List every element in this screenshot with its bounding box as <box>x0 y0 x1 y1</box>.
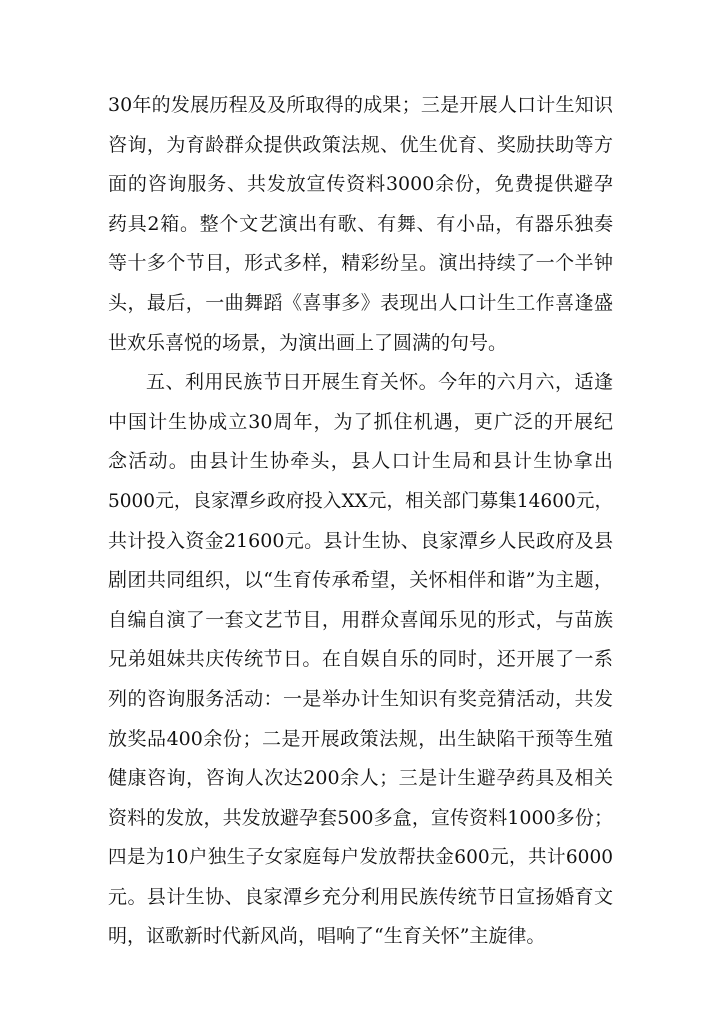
text-line: 等十多个节目，形式多样，精彩纷呈。演出持续了一个半钟 <box>108 252 613 275</box>
text-line: 资料的发放，共发放避孕套500多盒，宣传资料1000多份； <box>108 806 613 829</box>
text-line: 药具2箱。整个文艺演出有歌、有舞、有小品，有器乐独奏 <box>108 212 613 235</box>
text-line: 咨询，为育龄群众提供政策法规、优生优育、奖励扶助等方 <box>108 133 613 156</box>
paragraph-end-line: 明，讴歌新时代新风尚，唱响了“生育关怀”主旋律。 <box>108 925 546 948</box>
text-line: 自编自演了一套文艺节目，用群众喜闻乐见的形式，与苗族 <box>108 608 613 631</box>
text-line: 5000元，良家潭乡政府投入XX元，相关部门募集14600元， <box>108 490 613 512</box>
text-line: 面的咨询服务、共发放宣传资料3000余份，免费提供避孕 <box>108 173 613 196</box>
paragraph-heading-line: 五、利用民族节日开展生育关怀。今年的六月六，适逢 <box>146 371 613 394</box>
text-line: 30年的发展历程及及所取得的成果；三是开展人口计生知识 <box>108 94 613 116</box>
text-line: 健康咨询，咨询人次达200余人；三是计生避孕药具及相关 <box>108 767 613 790</box>
text-line: 放奖品400余份；二是开展政策法规，出生缺陷干预等生殖 <box>108 727 613 750</box>
text-line: 四是为10户独生子女家庭每户发放帮扶金600元，共计6000 <box>108 847 613 869</box>
text-line: 元。县计生协、良家潭乡充分利用民族传统节日宣扬婚育文 <box>108 885 613 908</box>
text-line: 中国计生协成立30周年，为了抓住机遇，更广泛的开展纪 <box>108 410 613 433</box>
text-line: 念活动。由县计生协牵头，县人口计生局和县计生协拿出 <box>108 450 613 473</box>
text-line: 剧团共同组织，以“生育传承希望，关怀相伴和谐”为主题， <box>108 569 613 592</box>
body-text <box>108 86 613 957</box>
text-line: 列的咨询服务活动：一是举办计生知识有奖竞猜活动，共发 <box>108 687 613 710</box>
paragraph-end-line: 世欢乐喜悦的场景，为演出画上了圆满的句号。 <box>108 331 508 354</box>
text-line: 头，最后，一曲舞蹈《喜事多》表现出人口计生工作喜逢盛 <box>108 291 613 314</box>
text-line: 兄弟姐妹共庆传统节日。在自娱自乐的同时，还开展了一系 <box>108 648 613 671</box>
text-line: 共计投入资金21600元。县计生协、良家潭乡人民政府及县 <box>108 529 613 552</box>
